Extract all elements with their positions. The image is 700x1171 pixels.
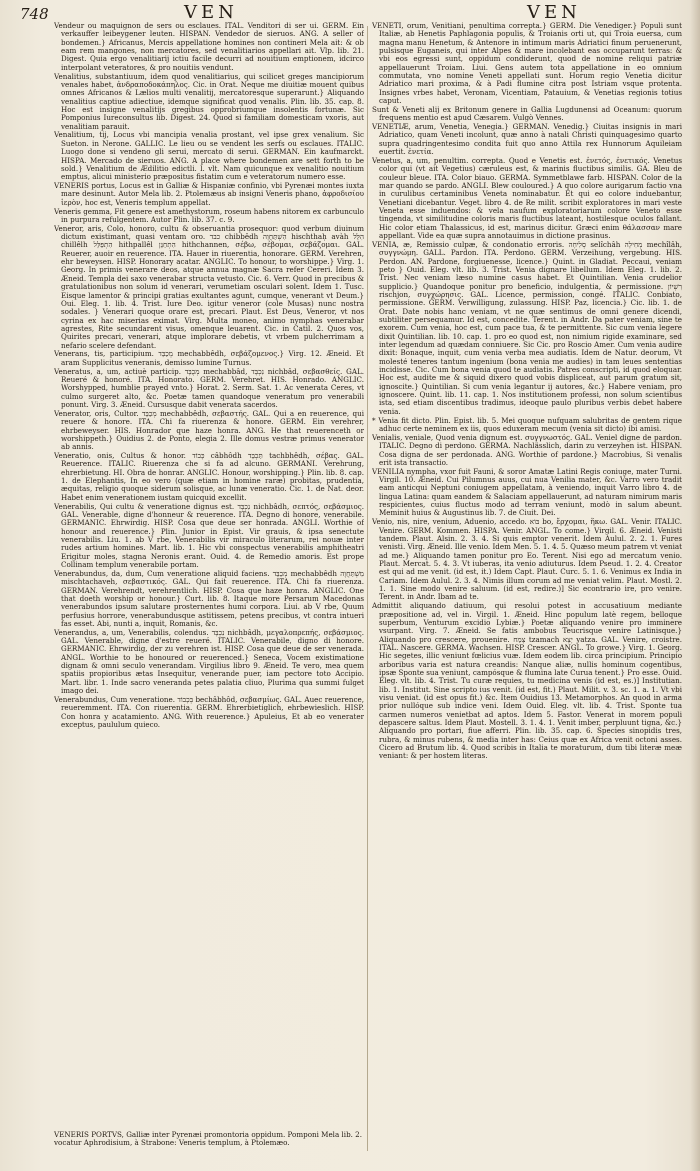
dictionary-entry: Venalitius, substantiuum, idem quod venalitiarius, qui scilicet greges mancipiorum venales habet, ἀνδραποδοκάπηλος. Cic. in Orat. Neque me diuitiæ mouent quibus omnes Africanos & Lælios multi venalitij, mercatoresque superarunt.} Aliquando venalitius captiue adiectiue, idemque significat quod venalis. Plin. lib. 35. cap. 8. Hoc est insigne venalitijs gregibus opprobriumque insolentis fortunæ. Sic Pomponius Iureconsultus lib. Digest. 24. Quod si familiam domesticam vxoris, aut venalitiam parauit.	[54, 71, 364, 131]
dictionary-entry: Venalitium, tij, Locus vbi mancipia venalia prostant, vel ipse grex venalium. Sic Sueton. in Nerone. GALLIC. Le lieu ou se vendent les serfs ou esclaues. ITALIC. Luogo done si vendeno gli serui, mercato di serui. GERMAN. Ein kaufmarckt. HISPA. Mercado de sieruos. ANG. A place where bondemen are sett forth to be sold.} Venalitium de Ædilitio edictli. l. vlt. Nam quicunque ex venalitio nouitium emptus, alicui ministerio præpositus fistatim cum e veteratorum numero esse.	[54, 130, 364, 182]
dictionary-entry: Admittit aliquando datiuum, qui resolui potest in accusatiuum mediante præpositione ad, vel in. Virgil. 1. Æneid. Hinc populum latè regem, belloque superbum, Venturum excidio Lybiæ.} Poetæ aliquando venire pro imminere vsurpant. Virg. 7. Æneid. Se fatis ambobus Teucrisque venire Latinisque.} Aliquando pro crescere, prouenire. צָמַח tzamach יָצָא yatza. GAL. Venire, croistre. ITAL. Nascere. GERMA. Wachsen. HISP. Crescer. ANGL. To growe.} Virg. 1. Georg. Hic segetes, illic veniunt fœlicius vuæ. Idem eodem lib. circa principium. Principio arboribus varia est natura creandis: Nanque aliæ, nullis hominum cogentibus, ipsæ Sponte sua veniunt, campósque & flumina late Curua tenent.} Pro esse. Ouid. Eleg. vlt. lib. 4. Trist. Tu curæ requies, tu medicina venis (id est, es.)] Institutian. lib. 1. Institut. Sine scripto ius venit. (id est, fit.) Plaut. Milit. v. 3. sc. 1. a. 1. Vt vbi visu veniat. (id est opus fit.) &c. Item Ouidius 13. Metamorphos. An quod in arma prior nullóque sub indice veni. Idem Ouid. Eleg. vlt. lib. 4. Trist. Sponte tua carmen numeros venietbat ad aptos. Idem 5. Fastor. Venerat in morem populi depascere saltus. Idem Plaut. Mostell. 3. 1. 4. 1. Venit imber, perpluunt tigna, &c.} Aliquando pro portari, fiue afferri. Plin. lib. 35. cap. 6. Species sinopidis tres, rubra, & minus rubens, & media inter has: Ceius quæ ex Africa venit octoni asses. Cicero ad Brutum lib. 4. Quod scribis in Italia te moraturum, dum tibi literæ meæ veniant: & per hostem literas.	[372, 601, 682, 761]
dictionary-entry: VENETIÆ, arum, Venetia, Venegia.} GERMAN. Venedig.} Ciuitas insignis in mari Adriatico, quam Veneti incolunt, quæ anno à natali Christi quinquagesimo quarto supra quadringentesimo condita fuit quo anno Attila rex Hunnorum Aquileiam euertit. ἐνετία.	[372, 122, 682, 157]
binding-shadow	[690, 0, 700, 1171]
dictionary-entry: VENIA, æ, Remissio culpæ, & condonatio erroris. סְלִיחָה selîchâh מְחִילָה mechîlâh, συγγνώμη. GALL. Pardon. ITA. Perdono. GERM. Verzeihung, vergebung. HIS. Perdon. AN. Pardone, forgiuenesse, licence.} Quint. in Gladiat. Peccaui, veniam peto } Ouid. Eleg. vlt. lib. 3. Trist. Venia dignare libellum. Idem Eleg. 1. lib. 2. Trist. Nec veniam læso numine casus habet. Et Quintilian. Venia crudelior supplicio.} Quandoque ponitur pro beneficio, indulgentia, & permissione. רִשְׁיוֹן rischjon, συγχώρησις. GAL. Licence, permission, congé. ITALIC. Conbiato, permissione. GERM. Verwilligung, zulassung. HISP. Paz, licencia.} Cic. lib. 1. de Orat. Date nobis hanc veniam, vt ne quæ sentimus de omni genere dicendi, subtiliter persequamur. Id est, concedite. Terent. in Andr. Da pater veniam, sine te exorem. Cum venia, hoc est, cum pace tua, & te permittente. Sic cum venia legere dixit Quintilian. lib. 10. cap. 1. pro eo quod est, non nimium rigide examinare, sed inter legendum ad quædam conniuere. Sic Cic. pro Roscio Amer. Cum venia audire dixit: Bonaque, inquit, cum venia verba mea audiatis. Idem de Natur. deorum, Vt molesté teneres tantum ingenium (bona venia me audies) in tam leues sententias incidisse. Cic. Cum bona venia quod te audiatis. Patres conscripti, id quod eloquar. Hoc est, audite me & siquid dixero quod vobis displiceat, aut parum gratum sit, ignoscite.} Quintilian. Si cum venia legantur ij autores, &c.} Habere veniam, pro ignoscere. Quint. lib. 11. cap. 1. Nos institutionem professi, non solum scientibus ista, sed etiam discentibus tradimus, ideoque paulo pluribus verbis debet habere venia.	[372, 239, 682, 416]
dictionary-entry: VENILIA nympha, vxor fuit Fauni, & soror Amatæ Latini Regis coniuge, mater Turni. Virgil. 10. Æneid. Cui Pilumnus auus, cui nua Venilia mater, &c. Varro vero tradit eam anticqui Neptuni coniugem appellatam, à veniendo, inquit Varro libro 4. de lingua Latina: quam eandem & Salaciam appellauerunt, ad naturam nimirum maris respicientes, cuius fluctus modo ad terram veniunt, modò in salum abeunt. Meminit huius & Augustinus lib. 7. de Ciuit. Dei.	[372, 466, 682, 518]
dictionary-entry: Venerabilis, Qui cultu & veneratione dignus est. נִכְבָּד nichbâdh, σεπτός, σεβάσμιος. GAL. Venerable, digne d'honneur & reuerence. ITA. Degno di honore, venerabile. GERMANIC. Ehrwirdig. HISP. Cosa que deue ser honrada. ANGLI. Worthie of honour and reuerence.} Plin. Junior in Epist. Vir grauis, & ipsa senectute venerabilis. Liu. 1. ab V rbe, Venerabilis vir miraculo literarum, rei nouæ inter rudes artium homines. Mart. lib. 1. Hic vbi conspectus venerabilis amphitheatri Erigitur moles, stagna Neronis erant. Ouid. 4. de Remedio amoris. Est prope Collinam templum venerabile portam.	[54, 501, 364, 569]
left-column	[54, 22, 364, 1130]
dictionary-entry: Sunt & Veneti alij ex Britonum genere in Gallia Lugdunensi ad Oceanum: quorum frequens mentio est apud Cæsarem. Vulgò Vennes.	[372, 104, 682, 123]
dictionary-entry: Venerans, tis, participium. מְכַבֵּד mechabbêdh, σεβάζομενος.} Virg. 12. Æneid. Et aram Supplicitus veneranis, demisso lumine Turnus.	[54, 349, 364, 367]
dictionary-entry: Veneris gemma, Fit genere est amethystorum, roseum habens nitorem ex carbunculo in purpura refulgentem. Autor Plin. lib. 37. c. 9.	[54, 206, 364, 224]
dictionary-entry: Venio, nis, nire, venium, Aduenio, accedo. בּוֹא bo, ἔρχομαι, ἥκω. GAL. Venir. ITALIC. Venire. GERM. Kommen. HISPA. Venir. ANGL. To come.} Virgil. 6. Æneid. Venisti tandem. Plaut. Alsin. 2. 3. 4. Si quis emptor venerit. Idem Aulul. 2. 2. 1. Fures venisti. Virg. Æneid. Ille venio. Idem Men. 5. 1. 4. 5. Quæso meum patrem vt veniat ad me.} Aliquando tamen ponitur pro Eo. Terent. Nisi ego ad mercatum venio. Plaut. Mercat. 5. 4. 3. Vt iuberas, ita venio adiuturus. Idem Pseud. 1. 2. 4. Creator est qui ad me venit. (id est, it.) Idem Capt. Plaut. Curc. 5. 1. 6. Venimus ex India in Cariam. Idem Aulul. 2. 3. 4. Nimis illum corum ad me veniat velim. Plaut. Mostl. 2. 1. 1. Sine modo venire saluum. (id est, redire.)] Sic econtrario ire, pro venire. Terent. in Andr. Ibam ad te.	[372, 517, 682, 602]
dictionary-entry: Veneratus, a, um, actiuè particip. מְכֻבָּד mechabbâd, נִכְבָּד nichbâd, σεβασθείς. GAL. Reueré & honoré. ITA. Honorato. GERM. Verehret. HIS. Honrado. ANGLIC. Worshypped, humblie prayed vnto.} Horat. 2. Serm. Sat. 1. Ac venerata Ceres, vt culmo surgeret alto, &c. Poetæ tamen quandoque veneratum pro venerabili ponunt. Virg. 3. Æneid. Cursusque dabit venerata sacerdos.	[54, 366, 364, 409]
dictionary-entry: Venerandus, a, um, Venerabilis, colendus. נִכְבָּד nichbâdh, μεγαλοπρεπής, σεβάσμιος. GAL. Venerable, digne d'estre reueré. ITALIC. Venerabile, digno di honore. GERMANIC. Ehrwirdig, der zu verehren ist. HISP. Cosa que deue de ser venerada. ANGL. Worthie to be honoured or reuerenced.} Seneca, Vocem existimatione dignam & omni seculo venerandam. Virgilius libro 9. Æneid. Te vero, mea quem spatiis propioribus ætas Insequitur, venerande puer, iam pectore toto Accipio. Mart. libr. 1. Inde sacro veneranda petes palatia cliuo, Plurima qua summi fulget imago dei.	[54, 627, 364, 696]
dictionary-entry: * Venia fit dicto. Plin. Epist. lib. 5. Mei quoque nufquam salubritas de gentem rique adhuc certe neminem ex iis, quos eduxeram mecum (venia sit dicto) ibi amisi.	[372, 415, 682, 433]
dictionary-entry: Venerabundus, Cum veneratione. בְּכָבוֹד bechâbhôd, σεβασμίως. GAL. Auec reuerence, reueremment. ITA. Con riuerentia. GERM. Ehrerbietiglich, ehrbewieslich. HISP. Con honra y acatamiento. ANG. With reuerence.} Apuleius, Et ab eo venerater exceptus, paululum quieco.	[54, 695, 364, 730]
right-column	[372, 22, 682, 1167]
dictionary-entry: Vendeur ou maquignon de sers ou esclaues. ITAL. Venditori di ser ui. GERM. Ein verkauffer leibeygener leuten. HISPAN. Vendedor de sieruos. ANG. A seller of bondemen.} Africanus, Mercis appellatione homines non contineri Mela ait: & ob eam rem mangones, non mercatores, sed venalitiarios appellari ait. Vlp. lib. 21. Digest. Quia ergo venalitiarij ictiu facile decurri ad nouitium emptionem, idcirco interpolant veteratores, & pro nouitiis vendunt.	[54, 22, 364, 72]
left-column-footer: VENERIS PORTVS, Galliæ inter Pyrenæi promontoria oppidum. Pomponi Mela lib. 2. vocatur Aphrodisium, à Strabone: Veneris templum, à Ptolemæo.	[54, 1130, 362, 1148]
dictionary-entry: VENETI, orum, Venitiani, penultima correpta.} GERM. Die Venediger.} Populi sunt Italiæ, ab Henetis Paphlagonia populis, & Troianis orti ut, qui Troia euersa, cum magna manu Henetum, & Antenore in intimum maris Adriatici finum peruenerunt, pulsisque Euganeis, qui inter Alpes & mare incolebant eas occuparunt terras: & vbi eos egressi sunt, oppidum condiderunt, quod de nomine reliqui patriæ appellauerunt Troiam. Liui. Gens autem tota appellatione in eo omnium commutata, vno nomine Veneti appellati sunt. Horum regio Venetia dicitur Adriatico mari proxima, & à Padi flumine citra post Istriam vsque protenta. Insignes vrbes habet, Veronam, Vicentiam, Patauium, & Venetias regionis totius caput.	[372, 22, 682, 106]
dictionary-entry: Venerator, oris, Cultor. מְכַבֵּד mechabbêdh, σεβαστής. GAL. Qui a en reuerence, qui reuere & honore. ITA. Chi fa riuerenza & honore. GERM. Ein verehrer, ehrbeweyser. HIS. Honrador que haze honra. ANG. He that reuerenceth or worshippeth.} Ouidius 2. de Ponto, elegia 2. Ille domus vestræ primus venerator ab annis.	[54, 408, 364, 452]
running-head-left: VEN	[184, 2, 238, 23]
dictionary-entry: VENERIS portus, Locus est in Galliæ & Hispaniæ confinio, vbi Pyrenæi montes iuxta mare desinunt. Autor Mela lib. 2. Ptolemæus ab insigni Veneris phano, ἀφροδισίου ἱερὸν, hoc est, Veneris templum appellat.	[54, 181, 364, 207]
running-head-right: VEN	[527, 2, 581, 23]
dictionary-entry: Veneratio, onis, Cultus & honor. כָּבוֹד câbhôdh תַּכְבֵּד tachbhêdh, σέβας. GAL. Reuerence. ITALIC. Riuerenza che si fa ad alcuno. GERMANI. Verehrung, ehrerbietung. HI. Obra de honrar. ANGLIC. Honour, worshipping.} Plin. lib. 8. cap. 1. de Elephantis, In eo vero (quæ etiam in homine raræ) probitas, prudentia, æquitas, religio quoque siderum solisque, ac lunæ veneratio. Cic. 1. de Nat. deor. Habet enim venerationem iustam quicquid excellit.	[54, 451, 364, 502]
column-divider	[367, 26, 368, 1151]
page-number: 748	[20, 5, 49, 23]
dictionary-entry: Venialis, veniale, Quod venia dignum est. συγγνωστός. GAL. Veniel digne de pardon. ITALIC. Degno di perdono. GERMA. Nachlässlich, darin zu verzeyhen ist. HISPAN. Cosa digna de ser perdonada. ANG. Worthie of pardone.} Macrobius, Si venalis erit ista transactio.	[372, 432, 682, 467]
dictionary-entry: Venetus, a, um, penultim. correpta. Quod e Venetis est. ἐνετός, ἐνετικός. Venetus color qui (vt ait Vegetius) cæruleus est, & marinis fluctibus similis. GA. Bleu de couleur bleue. ITA. Color biauo. GERMA. Symmetblawe farb. HISPAN. Color de la mar quando se pardo. ANGLI. Blew couloured.} A quo colore aurigarum factio vna in curulibus certaminibus Veneta nominabatur. Et qui eo colore induebantur, Venetiani dicebantur. Veget. libro 4. de Re milit. scribit exploratores in mari veste Veneta esse induendos: & vela naufum exploratoriarum colore Veneto esse tingenda, vt similitudine coloris maris fluctibus lateant, hostilesque oculos fallant. Hic color etiam Thalassicus, id est, marinus dicitur. Græci enim θάλασσαν mare appellant. Vide ea quæ supra annotauimus in dictione prasinus.	[372, 156, 682, 241]
dictionary-entry: Venerabundus, da, dum, Cum veneratione aliquid faciens. מְכַבֵּד mechabbêdh מִשְׁתַּחֲוֶה mischtachaveh, σεβαστικός. GAL. Qui fait reuerence. ITA. Chi fa riuerenza. GERMAN. Verehrendt, verehrentlich. HISP. Cosa que haze honra. ANGLIC. One that doeth worship or honour.} Curt. lib. 8. Itaque more Persarum Macedonas venerabundos ipsum salutare prosternentes humi corpora. Liui. ab V rbe, Quum perfusius horrore, venerabundusque astitissem, petens precibus, vt contra intueri fas esset. Abi, nunti a, inquit, Romanis, &c.	[54, 568, 364, 628]
dictionary-entry: Veneror, aris, Colo, honoro, cultu & obseruantia prosequor: quod verbum diuinum dictum existimant, quasi ventam oro. כבד chibbêdh הִשְׁתַּחֲוָה hischthaḥ avàh הִלֵּל chillêlh הִתְפַּלֵּל hithpallêl הִתְחַנֵּן hithchannen, σέβω, σέβομαι, σεβάζομαι. GAL. Reuerer, auoir en reuerence. ITA. Hauer in riuerentia, honorare. GERM. Verehren, ehr beweysen. HISP. Honorary acatar. ANGLIC. To honour, to worshippe.} Virg. 1. Georg. In primis venerare deos, atque annua magnæ Sacra refer Cereri. Idem 3. Æneid. Templa dei saxo venerabar structa vetusto. Cic. 6. Verr. Quod in precibus & gratulationibus non solum id venerari, verumetiam osculari solent. Idem 1. Tusc. Eisque lamentor & principi gratias exultantes agunt, cumque, venerant vt Deum.} Oui. Eleg. 1. lib. 4. Trist. Iure Deo. igitur veneror (cole Musas) nunc nostra sodales. } Venerari quoque orare est, precari. Plaut. Est Deus, Veneror, vt nos cyrina ex hac miserias eximat. Virg. Multa moneo, animo nymphas venerabar agrestes, Rite secundarent visus, omenque leuarent. Cic. in Catil. 2. Quos vos, Quirites precari, venerari, atque implorare debetis, vt vrbem pulcherrimam a nefario scelere defendant.	[54, 223, 364, 350]
